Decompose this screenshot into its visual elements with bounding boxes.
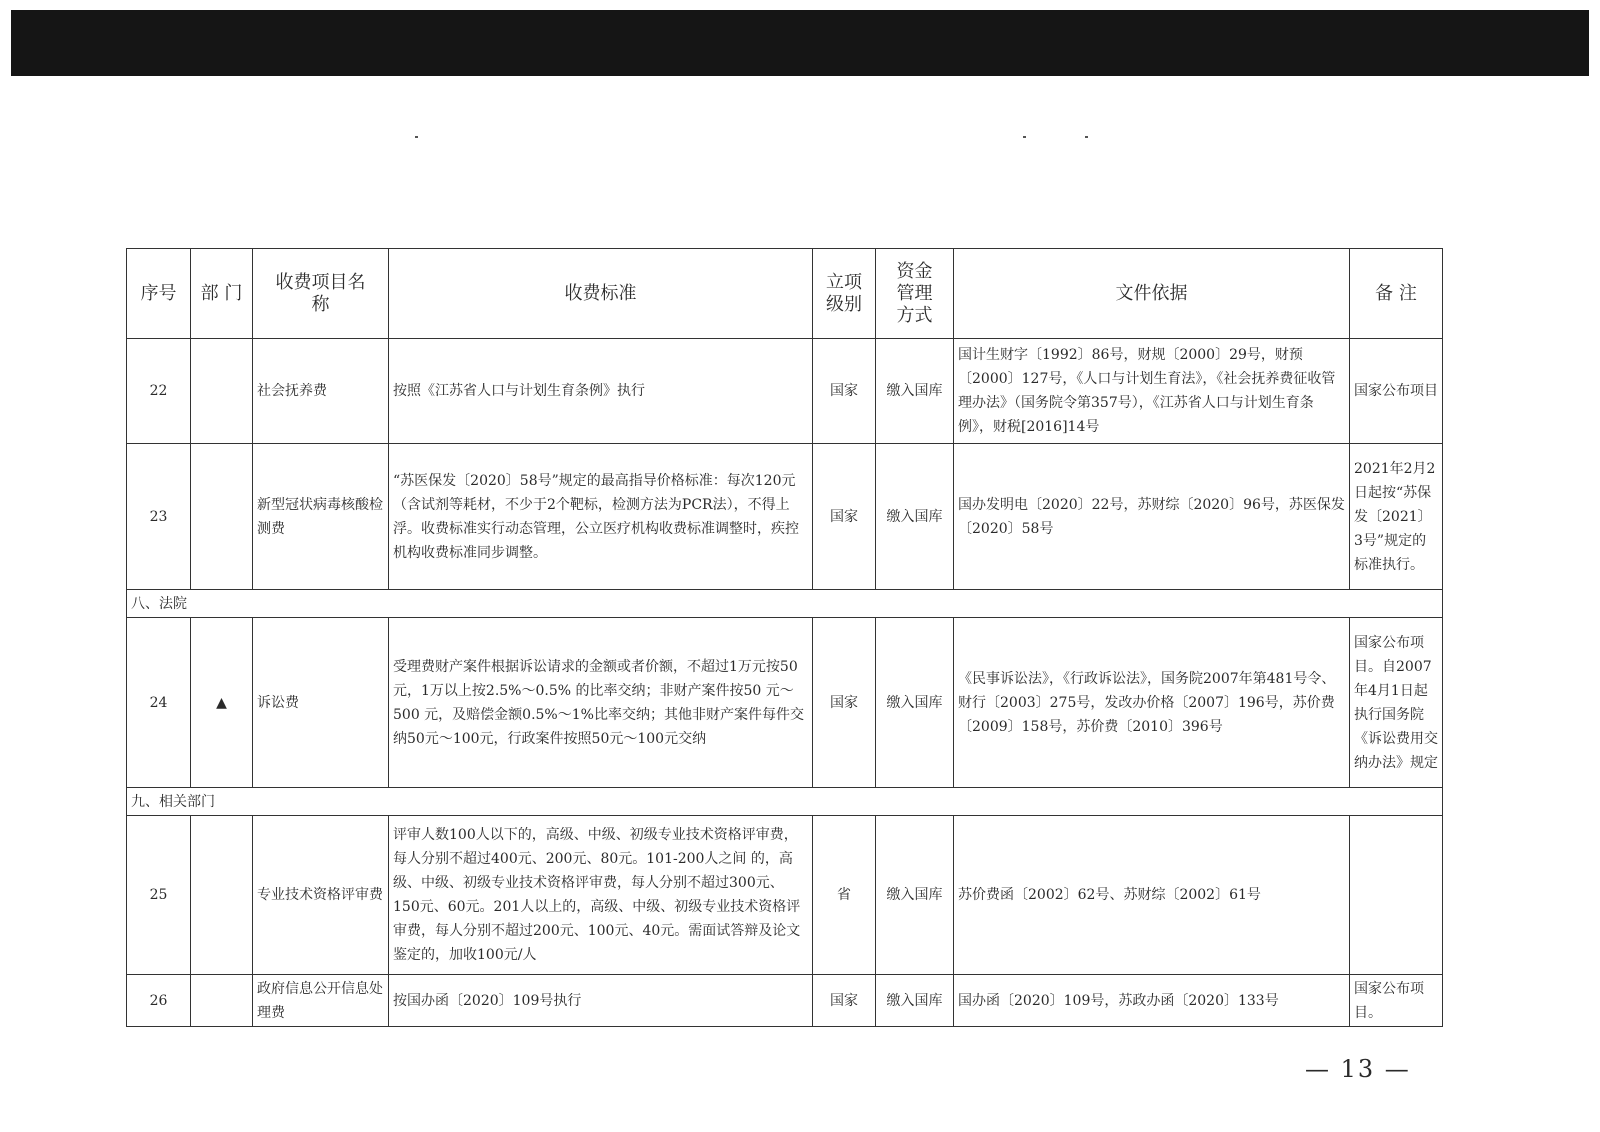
- fund-cell: 缴入国库: [876, 975, 954, 1027]
- dept-cell: [191, 339, 253, 444]
- section-title: 八、法院: [127, 590, 1443, 618]
- remark-cell: 国家公布项目。自2007年4月1日起执行国务院《诉讼费用交纳办法》规定: [1350, 618, 1443, 788]
- basis-cell: 国计生财字〔1992〕86号，财规〔2000〕29号，财预〔2000〕127号，《人口与计划生育法》，《社会抚养费征收管理办法》（国务院令第357号），《江苏省人口与计划生育条例》，财税[2016]14号: [954, 339, 1350, 444]
- level-cell: 国家: [813, 618, 876, 788]
- seq-cell: 22: [127, 339, 191, 444]
- table-row: [127, 816, 1443, 975]
- header-seq: 序号: [127, 249, 191, 339]
- level-cell: 国家: [813, 444, 876, 590]
- scan-speck: [415, 136, 418, 138]
- item-name-cell: 政府信息公开信息处理费: [253, 975, 389, 1027]
- basis-cell: 苏价费函〔2002〕62号、苏财综〔2002〕61号: [954, 816, 1350, 975]
- scan-speck: [1023, 136, 1026, 138]
- basis-cell: 《民事诉讼法》，《行政诉讼法》，国务院2007年第481号令、财行〔2003〕275号，发改办价格〔2007〕196号，苏价费〔2009〕158号，苏价费〔2010〕396号: [954, 618, 1350, 788]
- fund-cell: 缴入国库: [876, 618, 954, 788]
- basis-cell: 国办发明电〔2020〕22号，苏财综〔2020〕96号，苏医保发〔2020〕58号: [954, 444, 1350, 590]
- fund-cell: 缴入国库: [876, 339, 954, 444]
- fund-cell: 缴入国库: [876, 816, 954, 975]
- item-name-cell: 社会抚养费: [253, 339, 389, 444]
- section-row: [127, 788, 1443, 816]
- table-row: [127, 339, 1443, 444]
- header-standard: 收费标准: [389, 249, 813, 339]
- header-basis: 文件依据: [954, 249, 1350, 339]
- fee-table: [126, 248, 1443, 1027]
- level-cell: 国家: [813, 339, 876, 444]
- remark-cell: 国家公布项目。: [1350, 975, 1443, 1027]
- seq-cell: 26: [127, 975, 191, 1027]
- fund-cell: 缴入国库: [876, 444, 954, 590]
- scan-top-border: [11, 10, 1589, 76]
- item-name-cell: 新型冠状病毒核酸检测费: [253, 444, 389, 590]
- section-title: 九、相关部门: [127, 788, 1443, 816]
- seq-cell: 25: [127, 816, 191, 975]
- header-name: 收费项目名称: [253, 249, 389, 339]
- standard-cell: 按国办函〔2020〕109号执行: [389, 975, 813, 1027]
- header-level: 立项级别: [813, 249, 876, 339]
- triangle-marker-icon: ▲: [191, 618, 253, 788]
- standard-cell: “苏医保发〔2020〕58号”规定的最高指导价格标准：每次120元（含试剂等耗材，不少于2个靶标，检测方法为PCR法），不得上浮。收费标准实行动态管理，公立医疗机构收费标准调整时，疾控机构收费标准同步调整。: [389, 444, 813, 590]
- item-name-cell: 专业技术资格评审费: [253, 816, 389, 975]
- table-row: [127, 444, 1443, 590]
- page-number: — 13 —: [1305, 1055, 1411, 1083]
- table-row: [127, 975, 1443, 1027]
- standard-cell: 受理费财产案件根据诉讼请求的金额或者价额，不超过1万元按50元，1万以上按2.5%～0.5% 的比率交纳；非财产案件按50 元～ 500 元，及赔偿金额0.5%～1%比率交纳；其他非财产案件每件交纳50元～100元，行政案件按照50元～100元交纳: [389, 618, 813, 788]
- standard-cell: 评审人数100人以下的，高级、中级、初级专业技术资格评审费，每人分别不超过400元、200元、80元。101-200人之间 的，高级、中级、初级专业技术资格评审费，每人分别不超过300元、150元、60元。201人以上的，高级、中级、初级专业技术资格评审费，每人分别不超过200元、100元、40元。需面试答辩及论文鉴定的，加收100元/人: [389, 816, 813, 975]
- header-dept: 部 门: [191, 249, 253, 339]
- table-row: [127, 618, 1443, 788]
- seq-cell: 24: [127, 618, 191, 788]
- dept-cell: [191, 816, 253, 975]
- standard-cell: 按照《江苏省人口与计划生育条例》执行: [389, 339, 813, 444]
- level-cell: 国家: [813, 975, 876, 1027]
- remark-cell: 2021年2月2日起按“苏保发〔2021〕3号”规定的标准执行。: [1350, 444, 1443, 590]
- level-cell: 省: [813, 816, 876, 975]
- remark-cell: [1350, 816, 1443, 975]
- header-fund: 资金管理方式: [876, 249, 954, 339]
- remark-cell: 国家公布项目: [1350, 339, 1443, 444]
- scan-speck: [1085, 136, 1088, 138]
- item-name-cell: 诉讼费: [253, 618, 389, 788]
- dept-cell: [191, 444, 253, 590]
- section-row: [127, 590, 1443, 618]
- seq-cell: 23: [127, 444, 191, 590]
- table-header-row: [127, 249, 1443, 339]
- basis-cell: 国办函〔2020〕109号，苏政办函〔2020〕133号: [954, 975, 1350, 1027]
- header-remark: 备 注: [1350, 249, 1443, 339]
- dept-cell: [191, 975, 253, 1027]
